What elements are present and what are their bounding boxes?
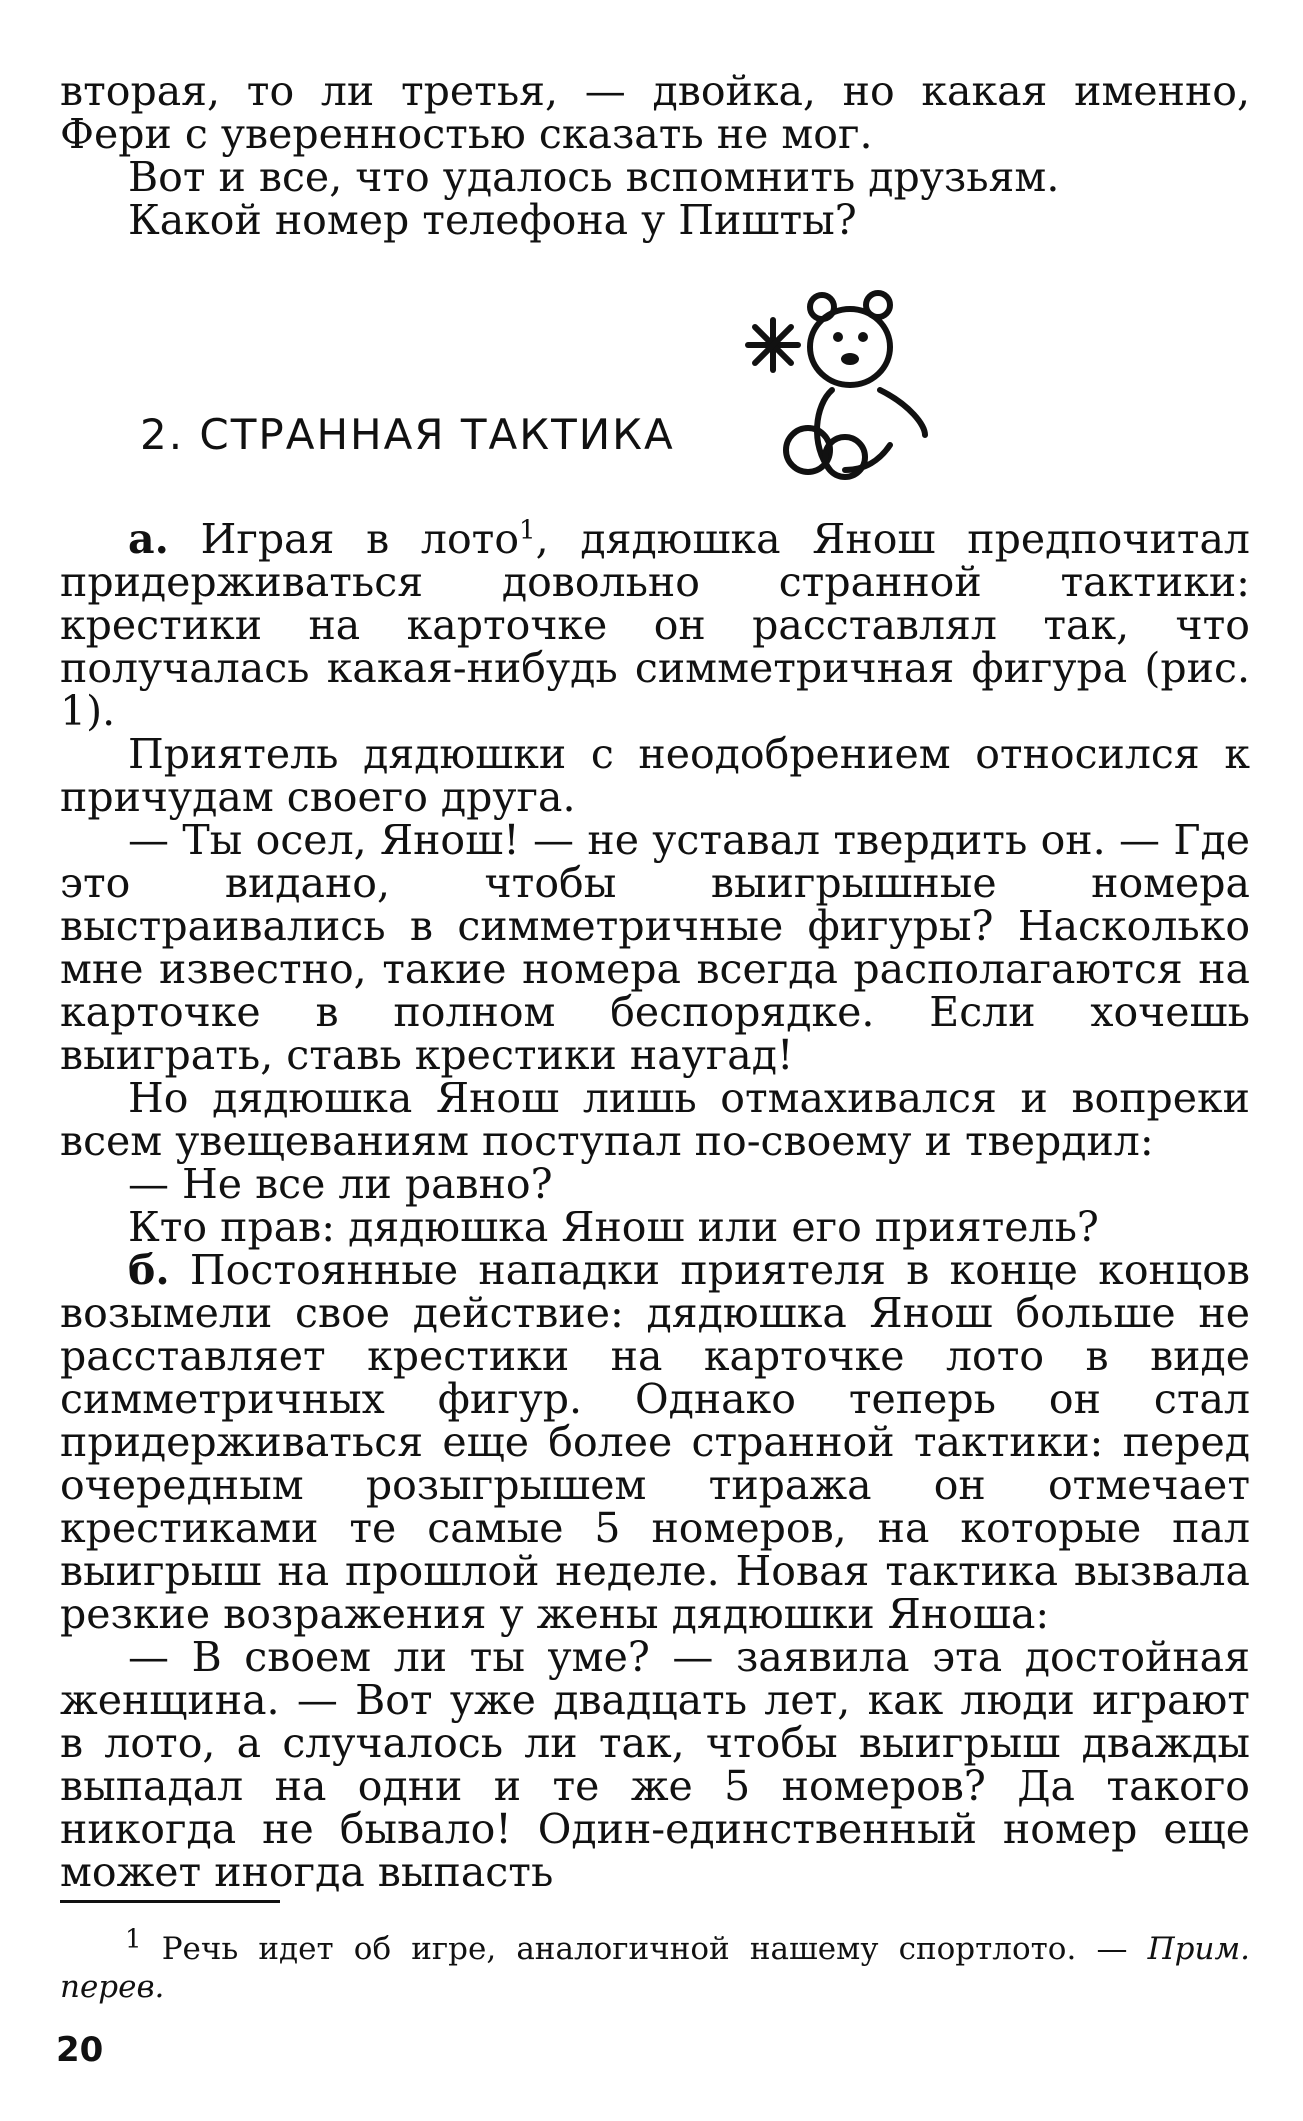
paragraph: Но дядюшка Янош лишь отмахивался и вопреки всем увещеваниям поступал по-своему и твердил: bbox=[60, 1074, 1250, 1165]
footnote-text: Речь идет об игре, аналогичной нашему спортлото. — bbox=[161, 1931, 1128, 1967]
top-text-block bbox=[60, 67, 1250, 244]
paragraph: — В своем ли ты уме? — заявила эта достойная женщина. — Вот уже двадцать лет, как люди играют в лото, а случалось ли так, чтобы выигрыш дважды выпадал на одни и те же 5 номеров? Да такого никогда не бывало! Один-единственный номер еще может иногда выпасть bbox=[60, 1633, 1250, 1896]
paragraph-text: , дядюшка Янош предпочитал придерживаться довольно странной тактики: крестики на карточке он расставлял так, что получалась какая-нибудь симметричная фигура (рис. 1). bbox=[60, 515, 1250, 735]
section-heading bbox=[140, 410, 960, 459]
paragraph: Вот и все, что удалось вспомнить друзьям. bbox=[128, 153, 1060, 201]
page-number: 20 bbox=[56, 2030, 104, 2070]
main-text-block bbox=[60, 515, 1250, 1896]
paragraph: Приятель дядюшки с неодобрением относился к причудам своего друга. bbox=[60, 730, 1250, 821]
footnote-divider bbox=[60, 1900, 280, 1903]
part-label: а. bbox=[128, 515, 169, 563]
paragraph-text: Играя в лото bbox=[200, 515, 520, 563]
paragraph: Какой номер телефона у Пишты? bbox=[128, 196, 857, 244]
footnote-mark: 1 bbox=[125, 1924, 142, 1955]
paragraph-text: Постоянные нападки приятеля в конце концов возымели свое действие: дядюшка Янош больше не расставляет крестики на карточке лото в виде симметричных фигур. Однако теперь он стал придерживаться еще более странной тактики: перед очередным розыгрышем тиража он отмечает крестиками те самые 5 номеров, на которые пал выигрыш на прошлой неделе. Новая тактика вызвала резкие возражения у жены дядюшки Яноша: bbox=[60, 1246, 1250, 1638]
section-title: 2. СТРАННАЯ ТАКТИКА bbox=[140, 410, 675, 459]
part-label: б. bbox=[128, 1246, 170, 1294]
footnote-ref: 1 bbox=[519, 515, 536, 546]
footnote bbox=[60, 1924, 1250, 2006]
paragraph: вторая, то ли третья, — двойка, но какая именно, Фери с уверенностью сказать не мог. bbox=[60, 67, 1250, 158]
paragraph: — Ты осел, Янош! — не уставал твердить он. — Где это видано, чтобы выигрышные номера выстраивались в симметричные фигуры? Насколько мне известно, такие номера всегда располагаются на карточке в полном беспорядке. Если хочешь выиграть, ставь крестики наугад! bbox=[60, 816, 1250, 1079]
asterisk-icon bbox=[748, 320, 798, 370]
paragraph: — Не все ли равно? bbox=[128, 1160, 553, 1208]
footnote-note: Прим. перев. bbox=[60, 1931, 1250, 2005]
paragraph bbox=[60, 1246, 1250, 1638]
paragraph bbox=[60, 515, 1250, 735]
paragraph: Кто прав: дядюшка Янош или его приятель? bbox=[128, 1203, 1099, 1251]
